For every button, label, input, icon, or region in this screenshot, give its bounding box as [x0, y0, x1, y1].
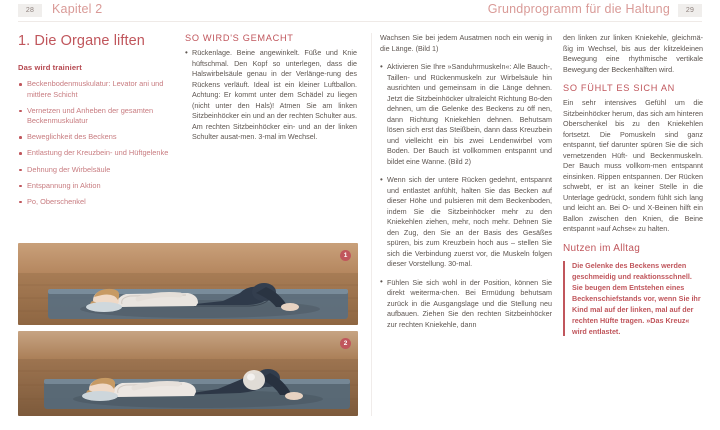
- exercise-photo-1: [18, 243, 358, 325]
- body-paragraph: • Fühlen Sie sich wohl in der Position, können Sie direkt weiterma-chen. Bei Ermüdung behutsam zurück in die Ausgangslage und die Stellung neu aufbauen. Ziehen Sie den rechten Sitzbeinhöcker zur rechten Kniekehle, dann: [380, 278, 552, 331]
- body-paragraph: • Wenn sich der untere Rücken gedehnt, entspannt und entlastet anfühlt, halten Sie das Becken auf dieser Höhe und pulsieren mit dem Beckenboden, indem Sie die Sitzbeinhöcker mehr zu den Kniekehlen ziehen, mehr, noch mehr. Dehnen Sie den Zug, den Sie an der Basis des Gesäßes spüren, bis zum Kreuzbein hoch aus – stellen Sie sich die Verbindung zuerst vor, die Muskeln folgen dieser Vorstellung. 30-mal.: [380, 175, 552, 270]
- training-heading: Das wird trainiert: [18, 63, 82, 72]
- list-item: Dehnung der Wirbelsäule: [18, 165, 170, 176]
- running-head-left-title: Kapitel 2: [52, 2, 103, 16]
- callout-accent-bar: [563, 261, 565, 336]
- photo-badge: 1: [340, 250, 351, 261]
- photo-1-illustration: [18, 243, 358, 325]
- column-four: [563, 33, 703, 337]
- callout-nutzen-im-alltag: [563, 260, 703, 337]
- column-two: [185, 33, 357, 151]
- body-paragraph-continuation: den linken zur linken Kniekehle, gleichmä-ßig im Wechsel, bis aus der klitzekleinen Bewegung eine rhythmische vertikale Bewegung der Beckenhälften wird.: [563, 33, 703, 74]
- column-one: [18, 33, 170, 213]
- folio-right: 29: [678, 4, 702, 17]
- heading-nutzen-im-alltag: Nutzen im Alltag: [563, 242, 641, 254]
- training-list: [18, 79, 170, 207]
- list-item: Po, Oberschenkel: [18, 197, 170, 208]
- heading-so-wirds-gemacht: SO WIRD'S GEMACHT: [185, 33, 294, 43]
- list-item: Entlastung der Kreuzbein- und Hüftgelenke: [18, 148, 170, 159]
- running-head-rule: [18, 21, 702, 22]
- list-item: Entspannung in Aktion: [18, 181, 170, 192]
- page-title: 1. Die Organe liften: [18, 33, 145, 49]
- folio-left: 28: [18, 4, 42, 17]
- body-paragraph-feel: Ein sehr intensives Gefühl um die Sitzbeinhöcker herum, das sich am hinteren Oberschenkel bis zu den Kniekehlen fortsetzt. Die Pomuskeln sind ganz entspannt, tief darunter spüren Sie die sich vernetzenden Hüft- und Beckenmuskeln. Der Bauch muss vollkom-men entspannt einsinken. Rippen entspannen. Der Rücken schwebt, er ist an keiner Stelle in die Unterlage gedrückt, sondern fühlt sich lang und leicht an. Bei O- und X-Beinen hilft ein Ballon zwischen den Knien, die Beine entspannt »auf Achse« zu halten.: [563, 98, 703, 233]
- callout-text: Die Gelenke des Beckens werden geschmeidig und reaktionsschnell. Sie beugen dem Entstehen eines Beckenschiefstands vor, wenn Sie ihr Kind mal auf der linken, mal auf der rechten Hüfte tragen. »Das Kreuz« wird entlastet.: [572, 260, 701, 336]
- body-paragraph-continuation: Wachsen Sie bei jedem Ausatmen noch ein wenig in die Länge. (Bild 1): [380, 33, 552, 53]
- column-divider-rule: [371, 33, 372, 416]
- list-item: Vernetzen und Anheben der gesamten Beckenmuskulatur: [18, 106, 170, 127]
- running-head-right-title: Grundprogramm für die Haltung: [487, 2, 670, 16]
- photo-badge: 2: [340, 338, 351, 349]
- column-three: [380, 33, 552, 330]
- body-paragraph: • Rückenlage. Beine angewinkelt. Füße und Knie hüftschmal. Den Kopf so unterlegen, dass die Halswirbelsäule genau in der Verlänge-rung des Rückens verläuft. Ideal ist ein kleiner Luftballon. Achtung: Er kommt unter dem Schädel zu liegen (nicht unter den Hals)! Atmen Sie am linken Sitzbeinhöcker ein und an der rechten Schulter aus. Am rechten Sitzbeinhöcker ein- und an der linken Schulter ausat-men. 3-mal im Wechsel.: [185, 48, 357, 143]
- list-item: Beweglichkeit des Beckens: [18, 132, 170, 143]
- list-item: Beckenbodenmuskulatur: Levator ani und mittlere Schicht: [18, 79, 170, 100]
- exercise-photo-2: [18, 331, 358, 416]
- photo-2-illustration: [18, 331, 358, 416]
- running-head: [0, 0, 720, 22]
- body-paragraph: • Aktivieren Sie Ihre »Sanduhrmuskeln«: Alle Bauch-, Taillen- und Rückenmuskeln zur Wirbelsäule hin ausrichten und gemeinsam in die Länge dehnen. Jetzt die Sitzbeinhöcker ultraleicht Richtung Bo-den dehnen, um die Gelenke des Beckens zu öff nen, dann Richtung Kniekehlen dehnen. Behutsam lösen sich erst das Steißbein, dann dass Kreuzbein und vielleicht ein bis zwei Lendenwirbel vom Boden. Der Bauch ist vollkommen entspannt und bildet eine Wanne. (Bild 2): [380, 62, 552, 167]
- heading-so-fuehlt-es-sich-an: SO FÜHLT ES SICH AN: [563, 83, 676, 93]
